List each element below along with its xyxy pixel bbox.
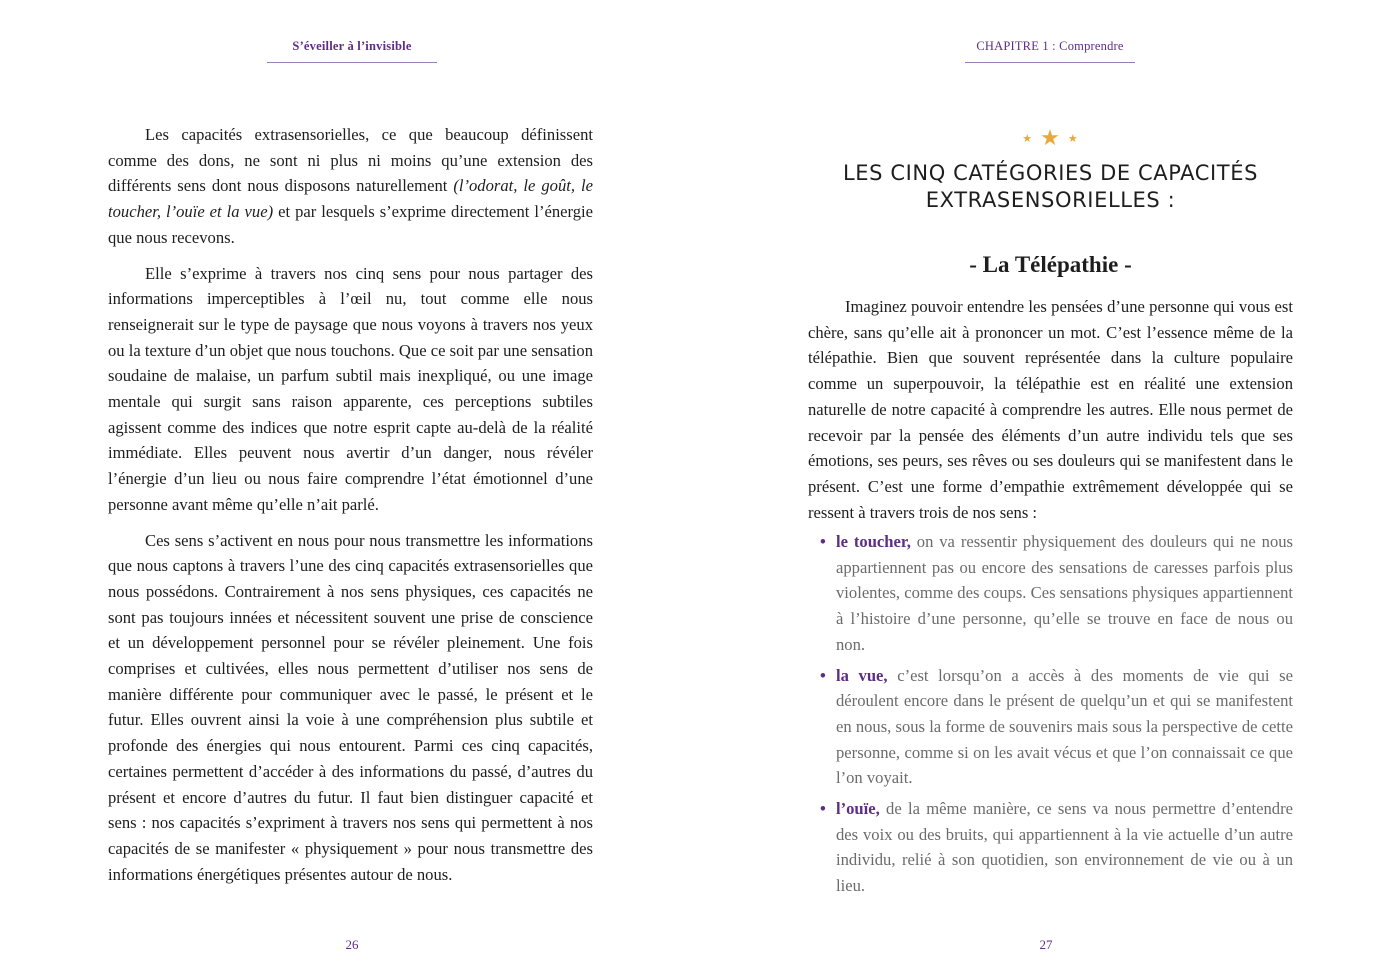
bullet-icon: • xyxy=(820,665,826,685)
page-number: 27 xyxy=(1039,937,1053,952)
large-star-icon: ★ xyxy=(1040,126,1060,151)
bullet-term: l’ouïe, xyxy=(836,799,880,819)
bullet-term: la vue, xyxy=(836,665,888,685)
paragraph-text: Les capacités extrasensorielles, ce que beaucoup définissent comme des dons, ne sont ni plus ni moins qu’une extension des différents sens dont nous disposons naturellement xyxy=(108,125,593,196)
section-title-line: LES CINQ CATÉGORIES DE CAPACITÉS xyxy=(842,161,1259,185)
intro-paragraph: Imaginez pouvoir entendre les pensées d’une personne qui vous est chère, sans qu’elle ait à prononcer un mot. C’est l’essence même de la télépathie. Bien que souvent représentée dans la culture populaire comme un superpouvoir, la télépathie est en réalité une extension naturelle de notre capacité à comprendre les autres. Elle nous permet de recevoir par la pensée des éléments d’un autre individu tels que ses émotions, ses peurs, ses rêves ou ses douleurs qui se manifestent dans le présent. C’est une forme d’empathie extrêmement développée qui se ressent à travers trois de nos sens : xyxy=(808,297,1293,522)
bullet-icon: • xyxy=(820,799,826,819)
running-head-chapter: CHAPITRE 1 : Comprendre xyxy=(976,39,1124,53)
bullet-text: on va ressentir physiquement des douleurs qui ne nous appartiennent pas ou encore des sensations de caresses parfois plus violentes, comme des coups. Ces sensations physiques appartiennent à l’histoire d’une personne, qu’elle se trouve en face de nous ou non. xyxy=(836,532,1293,654)
list-item xyxy=(808,796,1293,899)
list-item xyxy=(808,529,1293,658)
star-ornament xyxy=(700,126,1400,151)
list-item xyxy=(808,663,1293,792)
senses-list-italic: (l’odorat, le goût, le toucher, l’ouïe et la vue) xyxy=(108,176,593,222)
running-head-book-title: S’éveiller à l’invisible xyxy=(292,39,412,53)
bullet-text: c’est lorsqu’on a accès à des moments de vie qui se déroulent encore dans le présent de quelqu’un et qui se manifestent en nous, sous la forme de souvenirs mais sous la perspective de cette personne, comme si on les avait vécus et que l’on connaissait ce que l’on voyait. xyxy=(836,665,1293,788)
right-body-text xyxy=(808,294,1293,535)
senses-bullet-list xyxy=(808,529,1293,904)
bullet-text: de la même manière, ce sens va nous permettre d’entendre des voix ou des bruits, qui appartiennent à la vie actuelle d’un autre individu, relié à son quotidien, son environnement de vie ou à un lieu. xyxy=(836,799,1293,896)
paragraph: Ces sens s’activent en nous pour nous transmettre les informations que nous captons à travers l’une des cinq capacités extrasensorielles que nous possédons. Contrairement à nos sens physiques, ces capacités ne sont pas toujours innées et nécessitent souvent une prise de conscience et un développement personnel pour se révéler pleinement. Une fois comprises et cultivées, elles nous permettent d’utiliser nos sens de manière différente pour communiquer avec le passé, le présent et le futur. Elles ouvrent ainsi la voie à une compréhension plus subtile et profonde des énergies qui nous entourent. Parmi ces cinq capacités, certaines permettent d’accéder à des informations du passé, d’autres du présent et encore d’autres du futur. Il faut bien distinguer capacité et sens : nos capacités s’expriment à travers nos sens qui permettent à nos capacités de se manifester « physiquement » pour nous transmettre des informations énergétiques présentes autour de nous. xyxy=(108,530,593,884)
subsection-title: - La Télépathie - xyxy=(969,252,1132,277)
paragraph xyxy=(108,122,593,251)
header-rule xyxy=(965,62,1135,63)
bullet-term: le toucher, xyxy=(836,532,911,551)
right-page xyxy=(700,0,1400,980)
bullet-icon: • xyxy=(820,532,826,551)
section-title-line: EXTRASENSORIELLES : xyxy=(925,187,1176,212)
left-body-text xyxy=(108,122,593,897)
header-rule xyxy=(267,62,437,63)
small-star-icon: ★ xyxy=(1022,132,1033,145)
paragraph-text: et par lesquels s’exprime directement l’énergie que nous recevons. xyxy=(108,202,594,247)
small-star-icon: ★ xyxy=(1067,132,1078,145)
section-title xyxy=(808,160,1293,213)
page-number: 26 xyxy=(345,937,359,952)
paragraph: Elle s’exprime à travers nos cinq sens pour nous partager des informations imperceptibles à l’œil nu, tout comme elle nous renseignerait sur le type de paysage que nous voyons à travers nos yeux ou la texture d’un objet que nous touchons. Que ce soit par une sensation soudaine de malaise, un parfum subtil mais inexpliqué, ou une image mentale qui surgit sans raison apparente, ces perceptions subtiles agissent comme des indices que notre esprit capte au-delà de la réalité immédiate. Elles peuvent nous avertir d’un danger, nous révéler l’énergie d’un lieu ou nous faire comprendre l’état émotionnel d’une personne avant même qu’elle n’ait parlé. xyxy=(108,263,593,514)
